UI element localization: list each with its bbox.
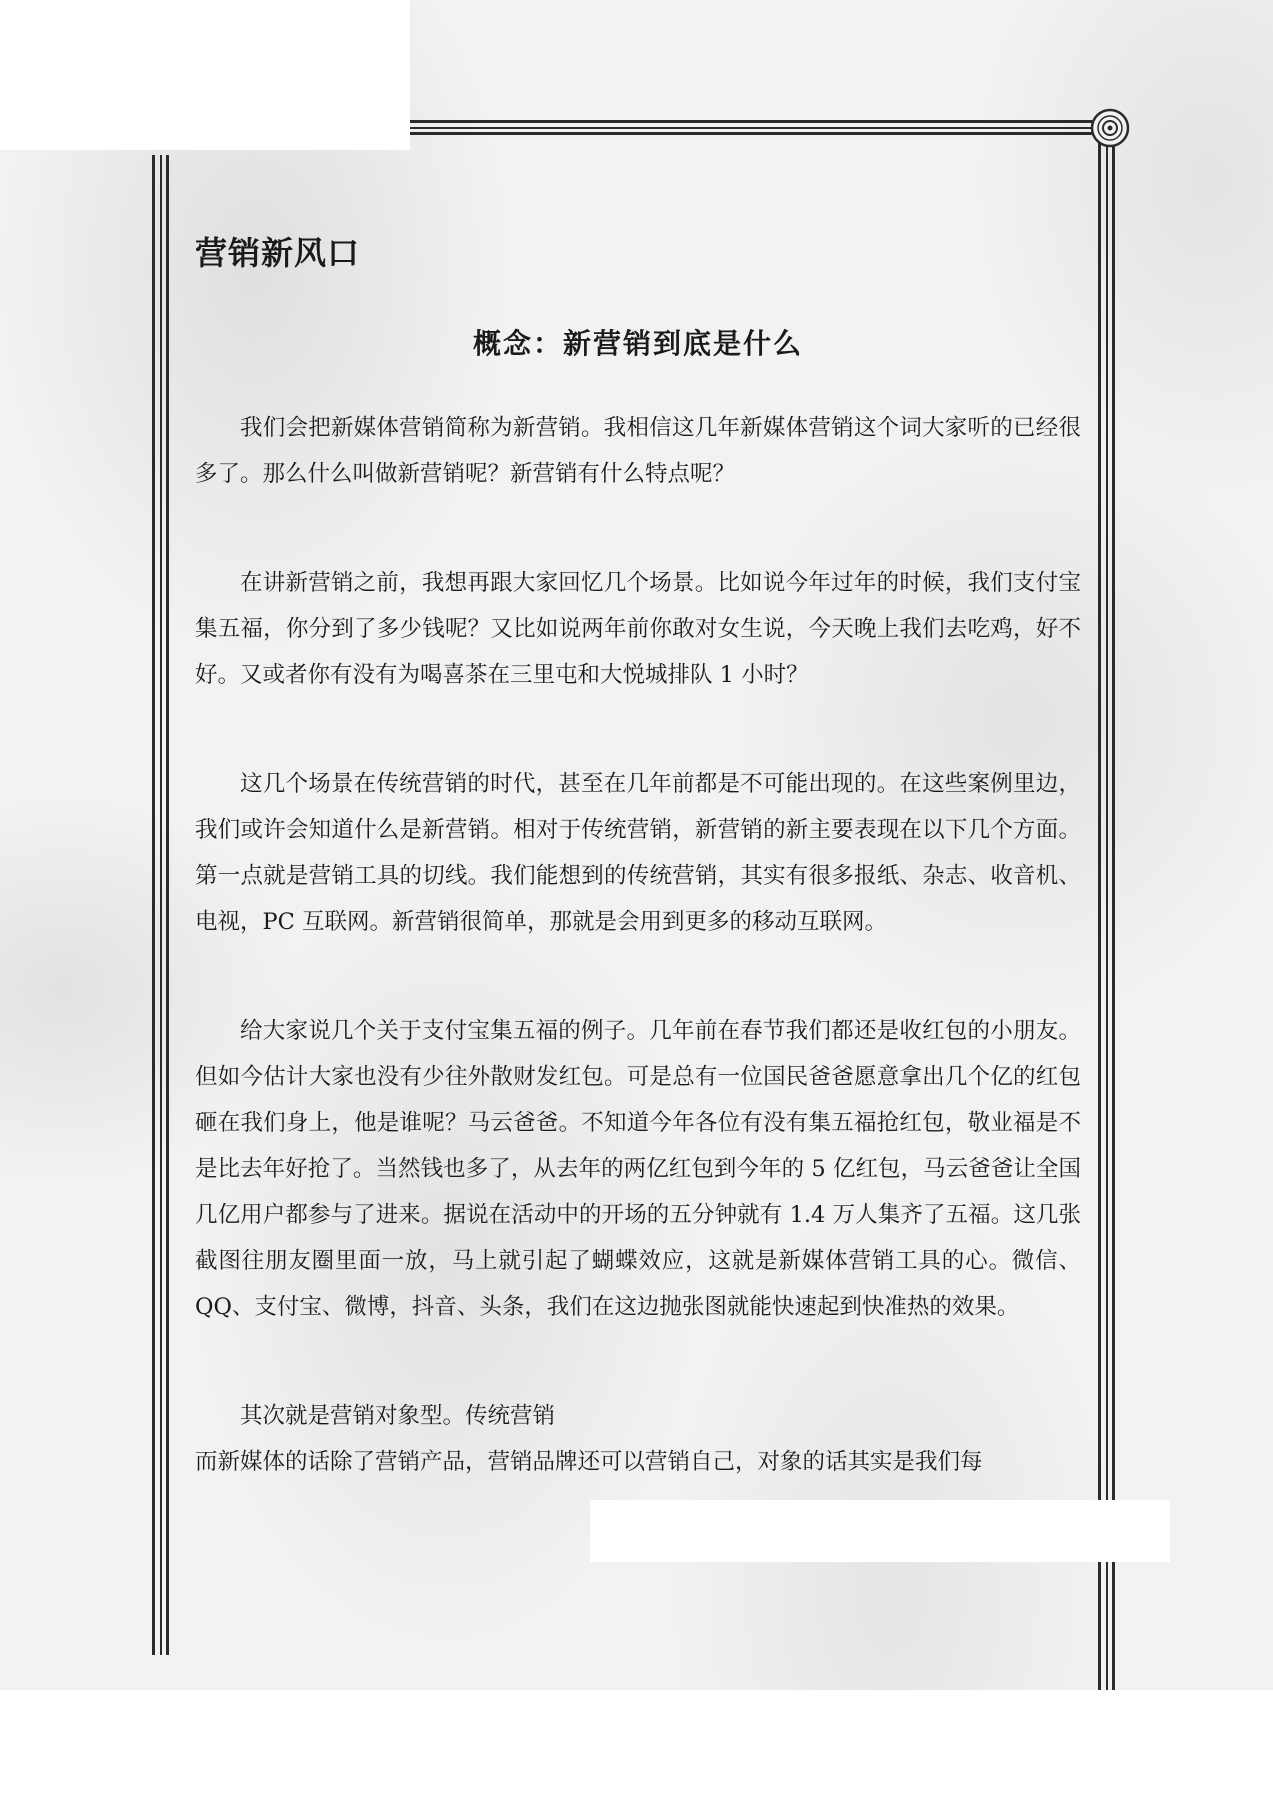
paragraph: 这几个场景在传统营销的时代，甚至在几年前都是不可能出现的。在这些案例里边，我们或许会知道什么是新营销。相对于传统营销，新营销的新主要表现在以下几个方面。第一点就是营销工具的切线。我们能想到的传统营销，其实有很多报纸、杂志、收音机、电视，PC 互联网。新营销很简单，那就是会用到更多的移动互联网。 <box>195 771 1081 935</box>
paragraph-continuation: 而新媒体的话除了营销产品，营销品牌还可以营销自己，对象的话其实是我们每 <box>195 1449 983 1475</box>
paragraph: 给大家说几个关于支付宝集五福的例子。几年前在春节我们都还是收红包的小朋友。但如今估计大家也没有少往外散财发红包。可是总有一位国民爸爸愿意拿出几个亿的红包砸在我们身上，他是谁呢？马云爸爸。不知道今年各位有没有集五福抢红包，敬业福是不是比去年好抢了。当然钱也多了，从去年的两亿红包到今年的 5 亿红包，马云爸爸让全国几亿用户都参与了进来。据说在活动中的开场的五分钟就有 1.4 万人集齐了五福。这几张截图往朋友圈里面一放，马上就引起了蝴蝶效应，这就是新媒体营销工具的心。微信、QQ、支付宝、微博，抖音、头条，我们在这边抛张图就能快速起到快准热的效果。 <box>195 1018 1081 1320</box>
paragraph-truncated: 其次就是营销对象型。传统营销 <box>240 1403 556 1429</box>
frame-top-line-middle <box>410 127 1098 129</box>
frame-right-line-outer <box>1098 135 1101 1695</box>
frame-right-line-inner <box>1112 135 1115 1695</box>
frame-right-line-middle <box>1106 135 1108 1695</box>
section-title: 营销新风口 <box>195 234 361 272</box>
article-heading: 概念：新营销到底是什么 <box>472 327 803 360</box>
frame-left-line-middle <box>160 155 162 1655</box>
paragraph: 在讲新营销之前，我想再跟大家回忆几个场景。比如说今年过年的时候，我们支付宝集五福，你分到了多少钱呢？又比如说两年前你敢对女生说，今天晚上我们去吃鸡，好不好。又或者你有没有为喝喜茶在三里屯和大悦城排队 1 小时？ <box>195 570 1081 688</box>
white-mask-line <box>590 1500 1170 1562</box>
frame-left-line-inner <box>166 155 169 1655</box>
paragraph: 我们会把新媒体营销简称为新营销。我相信这几年新媒体营销这个词大家听的已经很多了。那么什么叫做新营销呢？新营销有什么特点呢？ <box>195 415 1081 487</box>
white-mask-bottom <box>0 1690 1273 1800</box>
corner-ornament-icon <box>1090 108 1130 148</box>
article-body <box>195 405 1081 1548</box>
frame-top-line-outer <box>410 120 1098 123</box>
white-mask-top <box>0 0 410 150</box>
frame-left-line-outer <box>152 155 155 1655</box>
frame-top-line-inner <box>410 132 1098 135</box>
